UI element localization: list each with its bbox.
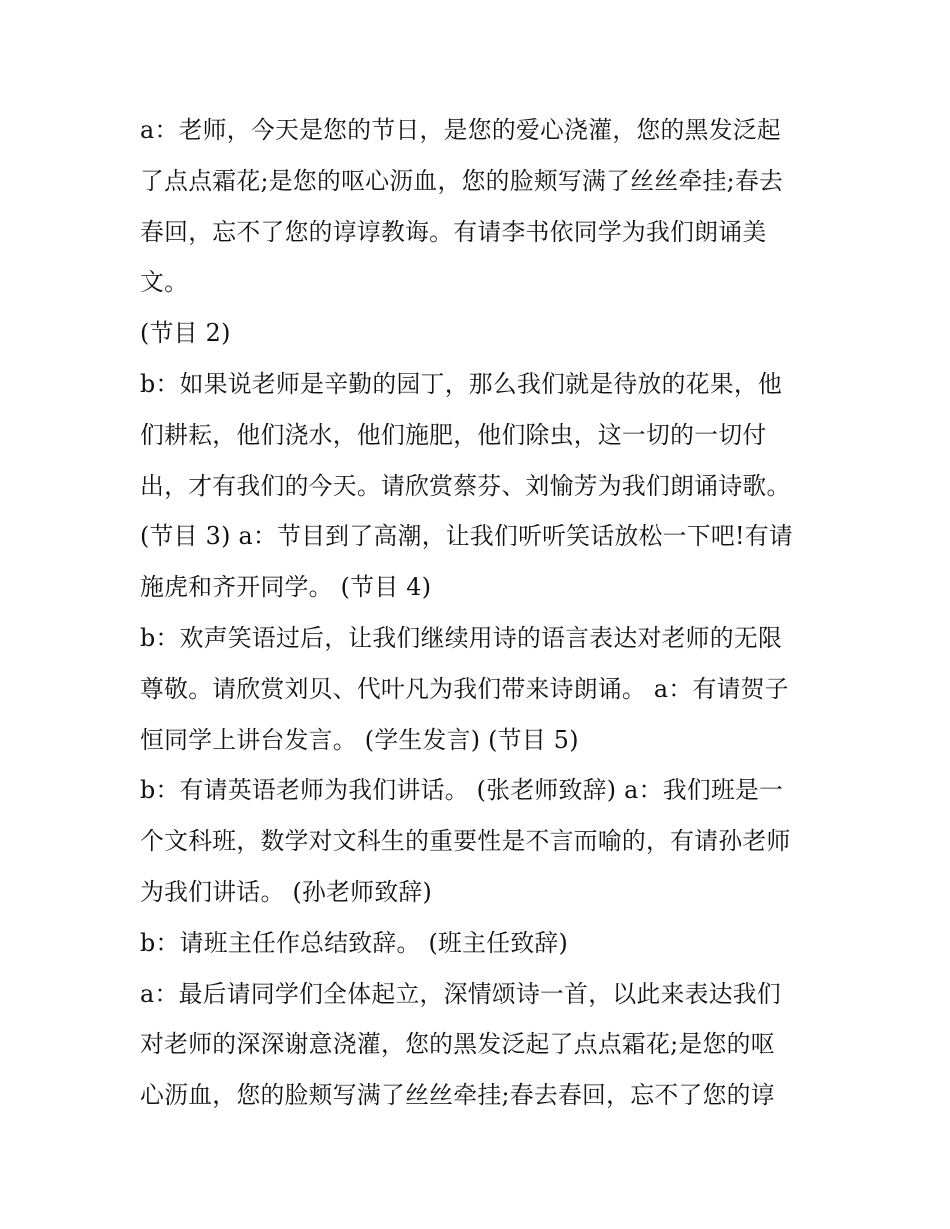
text-line: 文。 [140, 268, 189, 297]
text-line: a：最后请同学们全体起立，深情颂诗一首，以此来表达我们 [140, 979, 782, 1008]
text-line: b：有请英语老师为我们讲话。 (张老师致辞) a：我们班是一 [140, 776, 784, 805]
text-line: 心沥血，您的脸颊写满了丝丝牵挂;春去春回，忘不了您的谆 [140, 1081, 775, 1110]
text-line: 了点点霜花;是您的呕心沥血，您的脸颊写满了丝丝牵挂;春去 [140, 166, 784, 195]
text-line: (节目 3) a：节目到了高潮，让我们听听笑话放松一下吧!有请 [140, 522, 794, 551]
text-line: 恒同学上讲台发言。 (学生发言) (节目 5) [140, 725, 579, 754]
text-line: 施虎和齐开同学。 (节目 4) [140, 573, 432, 602]
text-line: (节目 2) [140, 319, 231, 348]
text-line: 个文科班，数学对文科生的重要性是不言而喻的，有请孙老师 [140, 827, 791, 856]
text-line: b：请班主任作总结致辞。 (班主任致辞) [140, 928, 569, 957]
text-line: b：如果说老师是辛勤的园丁，那么我们就是待放的花果，他 [140, 369, 783, 398]
text-line: 尊敬。请欣赏刘贝、代叶凡为我们带来诗朗诵。 a：有请贺子 [140, 674, 789, 703]
document-body [140, 105, 820, 1121]
text-line: 春回，忘不了您的谆谆教诲。有请李书依同学为我们朗诵美 [140, 217, 767, 246]
text-line: 们耕耘，他们浇水，他们施肥，他们除虫，这一切的一切付 [140, 420, 767, 449]
text-line: 为我们讲话。 (孙老师致辞) [140, 877, 433, 906]
text-line: 出，才有我们的今天。请欣赏蔡芬、刘愉芳为我们朗诵诗歌。 [140, 471, 791, 500]
text-line: 对老师的深深谢意浇灌，您的黑发泛起了点点霜花;是您的呕 [140, 1030, 775, 1059]
text-line: b：欢声笑语过后，让我们继续用诗的语言表达对老师的无限 [140, 623, 783, 652]
text-line: a：老师，今天是您的节日，是您的爱心浇灌，您的黑发泛起 [140, 116, 782, 144]
